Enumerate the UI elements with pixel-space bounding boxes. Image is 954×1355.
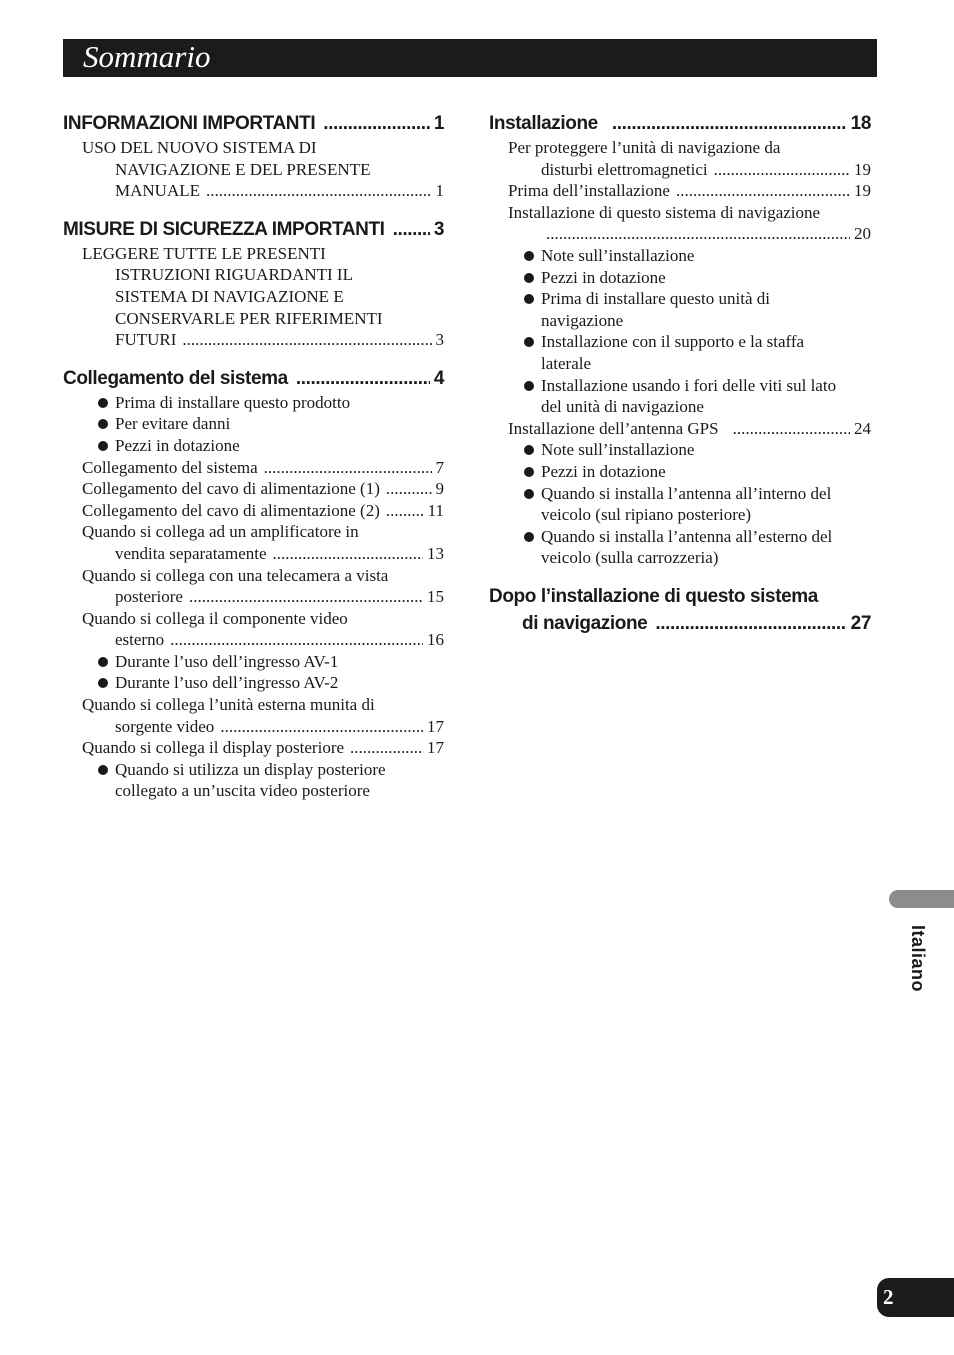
toc-entry[interactable] [63, 478, 444, 500]
leader-dots [733, 418, 850, 440]
section-title: Dopo l’installazione di questo sistema [489, 585, 818, 607]
entry-page: 13 [427, 543, 444, 563]
section-title: Collegamento del sistema [63, 367, 288, 389]
bullet-icon [98, 657, 108, 667]
toc-left-column [63, 110, 444, 802]
bullet-text: laterale [541, 353, 592, 373]
entry-line: CONSERVARLE PER RIFERIMENTI [115, 308, 383, 328]
bullet-icon [524, 532, 534, 542]
language-tab [889, 890, 954, 908]
toc-bullet[interactable] [489, 331, 871, 374]
entry-line: ISTRUZIONI RIGUARDANTI IL [115, 265, 353, 285]
toc-entry[interactable] [63, 137, 444, 202]
toc-bullet[interactable] [63, 392, 444, 414]
toc-section-informazioni[interactable] [63, 110, 444, 137]
bullet-text: Pezzi in dotazione [541, 267, 666, 287]
toc-bullet[interactable] [63, 413, 444, 435]
entry-line: Prima dell’installazione [508, 181, 670, 201]
entry-line: SISTEMA DI NAVIGAZIONE E [115, 286, 344, 306]
leader-dots [393, 216, 430, 243]
toc-bullet[interactable] [63, 651, 444, 673]
entry-line: disturbi elettromagnetici [541, 159, 708, 179]
toc-bullet[interactable] [63, 759, 444, 802]
toc-bullet[interactable] [489, 245, 871, 267]
entry-page: 17 [427, 738, 444, 758]
bullet-text: Prima di installare questo prodotto [115, 392, 351, 412]
bullet-text: Prima di installare questo unità di [541, 289, 770, 309]
bullet-text: collegato a un’uscita video posteriore [115, 781, 370, 801]
bullet-text: Per evitare danni [115, 414, 231, 434]
entry-line: USO DEL NUOVO SISTEMA DI [82, 138, 317, 157]
entry-line: sorgente video [115, 716, 215, 736]
entry-line: Quando si collega il display posteriore [82, 738, 345, 758]
toc-entry[interactable] [63, 500, 444, 522]
toc-entry[interactable] [489, 202, 871, 245]
bullet-text: veicolo (sul ripiano posteriore) [541, 505, 752, 525]
toc-section-installazione[interactable] [489, 110, 871, 137]
toc-right-column [489, 110, 871, 637]
toc-entry[interactable] [63, 457, 444, 479]
toc-entry[interactable] [63, 243, 444, 351]
entry-page: 20 [854, 224, 871, 244]
entry-line: MANUALE [115, 181, 200, 201]
section-page: 27 [850, 612, 871, 634]
leader-dots [189, 586, 423, 608]
leader-dots [350, 737, 423, 759]
page-number: 2 [877, 1278, 954, 1317]
entry-page: 24 [854, 418, 871, 438]
language-label: Italiano [908, 925, 928, 993]
bullet-text: Quando si utilizza un display posteriore [115, 759, 386, 779]
entry-line: Quando si collega il componente video [82, 608, 348, 628]
entry-line: posteriore [115, 587, 183, 607]
entry-line: Quando si collega ad un amplificatore in [82, 522, 359, 542]
section-page: 18 [850, 113, 871, 134]
bullet-icon [524, 381, 534, 391]
section-page: 3 [433, 218, 444, 240]
toc-entry[interactable] [489, 137, 871, 180]
title-bar [63, 39, 877, 77]
toc-entry[interactable] [63, 694, 444, 737]
bullet-icon [98, 398, 108, 408]
entry-line: vendita separatamente [115, 543, 267, 563]
bullet-text: Durante l’uso dell’ingresso AV-2 [115, 673, 339, 693]
entry-line: FUTURI [115, 330, 177, 350]
bullet-text: Pezzi in dotazione [115, 435, 240, 455]
leader-dots [264, 457, 432, 479]
entry-line: LEGGERE TUTTE LE PRESENTI [82, 243, 326, 263]
leader-dots [714, 159, 850, 181]
bullet-text: Durante l’uso dell’ingresso AV-1 [115, 651, 339, 671]
leader-dots [612, 110, 847, 137]
toc-entry[interactable] [489, 180, 871, 202]
bullet-text: Note sull’installazione [541, 245, 695, 265]
entry-page: 3 [435, 330, 444, 350]
bullet-text: Quando si installa l’antenna all’esterno del [541, 526, 833, 546]
bullet-icon [98, 765, 108, 775]
bullet-text: Installazione usando i fori delle viti sul lato [541, 375, 837, 395]
entry-line: Installazione di questo sistema di navigazione [508, 202, 821, 222]
entry-page: 7 [435, 457, 444, 477]
leader-dots [182, 329, 431, 351]
bullet-icon [98, 441, 108, 451]
bullet-text: veicolo (sulla carrozzeria) [541, 548, 719, 568]
entry-line: Collegamento del cavo di alimentazione (1) [82, 479, 380, 499]
page-title: Sommario [83, 39, 211, 74]
entry-page: 15 [427, 587, 444, 607]
leader-dots [386, 478, 432, 500]
bullet-text: Quando si installa l’antenna all’interno del [541, 483, 832, 503]
section-title: di navigazione [522, 612, 648, 634]
section-page: 4 [433, 367, 444, 389]
toc-bullet[interactable] [489, 483, 871, 526]
bullet-icon [524, 251, 534, 261]
entry-page: 16 [427, 630, 444, 650]
section-title: Installazione [489, 113, 598, 134]
bullet-icon [524, 467, 534, 477]
bullet-icon [524, 489, 534, 499]
leader-dots [170, 629, 423, 651]
entry-line: Quando si collega l’unità esterna munita di [82, 695, 375, 715]
toc-section-collegamento[interactable] [63, 365, 444, 392]
toc-bullet[interactable] [489, 267, 871, 289]
leader-dots [220, 716, 423, 738]
entry-line: Quando si collega con una telecamera a vista [82, 565, 389, 585]
leader-dots [296, 365, 430, 392]
bullet-text: navigazione [541, 310, 624, 330]
leader-dots [676, 180, 850, 202]
bullet-text: Pezzi in dotazione [541, 461, 666, 481]
bullet-text: Installazione con il supporto e la staffa [541, 332, 805, 352]
leader-dots [273, 543, 423, 565]
section-page: 1 [433, 113, 444, 134]
entry-line: esterno [115, 630, 165, 650]
toc-section-misure[interactable] [63, 216, 444, 243]
entry-page: 19 [854, 181, 871, 201]
toc-bullet[interactable] [489, 439, 871, 461]
entry-page: 17 [427, 716, 444, 736]
bullet-text: Note sull’installazione [541, 440, 695, 460]
entry-page: 11 [427, 500, 444, 520]
leader-dots [323, 110, 430, 137]
toc-bullet[interactable] [489, 375, 871, 418]
toc-entry[interactable] [63, 521, 444, 564]
toc-bullet[interactable] [63, 672, 444, 694]
section-title: INFORMAZIONI IMPORTANTI [63, 113, 316, 134]
entry-line: Per proteggere l’unità di navigazione da [508, 138, 781, 157]
toc-entry[interactable] [63, 565, 444, 608]
section-title: MISURE DI SICUREZZA IMPORTANTI [63, 218, 385, 240]
leader-dots [386, 500, 424, 522]
bullet-icon [524, 273, 534, 283]
toc-entry[interactable] [63, 608, 444, 651]
leader-dots [655, 610, 846, 637]
toc-bullet[interactable] [63, 435, 444, 457]
toc-bullet[interactable] [489, 461, 871, 483]
entry-line: NAVIGAZIONE E DEL PRESENTE [115, 159, 371, 179]
entry-page: 1 [435, 181, 444, 201]
toc-entry[interactable] [63, 737, 444, 759]
bullet-text: del unità di navigazione [541, 397, 704, 417]
entry-page: 19 [854, 159, 871, 179]
entry-page: 9 [435, 479, 444, 499]
toc-entry[interactable] [489, 418, 871, 440]
toc-bullet[interactable] [489, 526, 871, 569]
toc-bullet[interactable] [489, 288, 871, 331]
entry-line: Collegamento del sistema [82, 457, 258, 477]
toc-section-dopo-installazione[interactable] [489, 583, 871, 637]
entry-line: Collegamento del cavo di alimentazione (2) [82, 500, 380, 520]
leader-dots [546, 223, 850, 245]
leader-dots [206, 180, 432, 202]
entry-line: Installazione dell’antenna GPS [508, 418, 719, 438]
